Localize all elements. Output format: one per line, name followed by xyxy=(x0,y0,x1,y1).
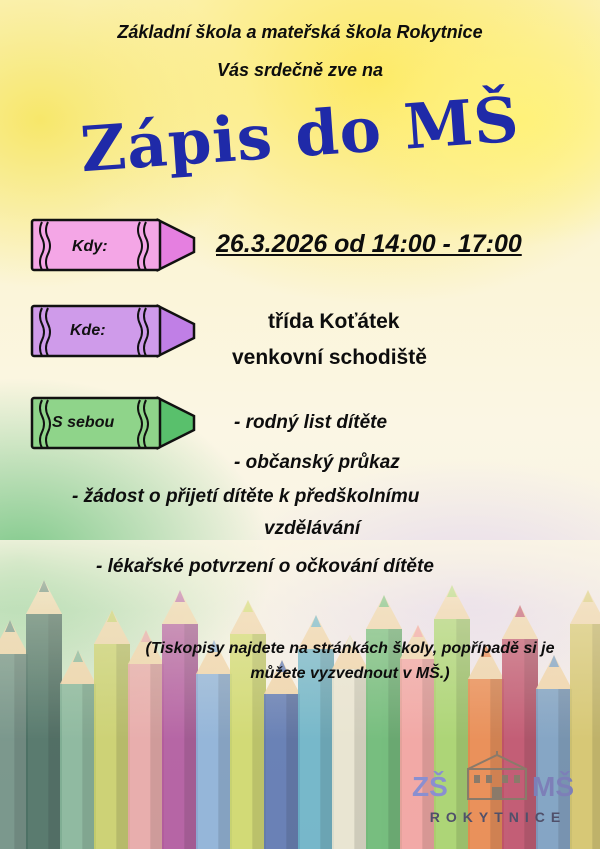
school-building-icon xyxy=(462,751,532,803)
bring-item: - rodný list dítěte xyxy=(234,412,388,433)
note-text: (Tiskopisy najdete na stránkách školy, popřípadě si je můžete vyzvednout v MŠ.) xyxy=(145,640,555,682)
main-title: Zápis do MŠ xyxy=(78,82,522,187)
bring-item: - občanský průkaz xyxy=(234,452,400,473)
crayon-when-tip xyxy=(158,220,194,270)
invite-line: Vás srdečně zve na xyxy=(216,60,384,80)
crayon-when-icon xyxy=(28,216,198,274)
school-name: Základní škola a mateřská škola Rokytnice xyxy=(117,22,483,42)
where-line-2: venkovní schodiště xyxy=(232,346,427,369)
bring-item: - žádost o přijetí dítěte k předškolnímu xyxy=(72,486,420,507)
when-value: 26.3.2026 od 14:00 - 17:00 xyxy=(216,230,522,258)
bring-item: - lékařské potvrzení o očkování dítěte xyxy=(96,556,434,577)
when-label: Kdy: xyxy=(72,238,108,255)
logo-subtitle: ROKYTNICE xyxy=(429,809,567,825)
school-logo xyxy=(412,751,582,831)
where-line-1: třída Koťátek xyxy=(268,310,400,333)
logo-ms: MŠ xyxy=(532,771,574,802)
bring-item: vzdělávání xyxy=(264,518,361,539)
crayon-where-icon xyxy=(28,302,198,360)
logo-zs: ZŠ xyxy=(412,771,448,802)
where-label: Kde: xyxy=(70,322,106,339)
bring-label: S sebou xyxy=(52,414,115,431)
